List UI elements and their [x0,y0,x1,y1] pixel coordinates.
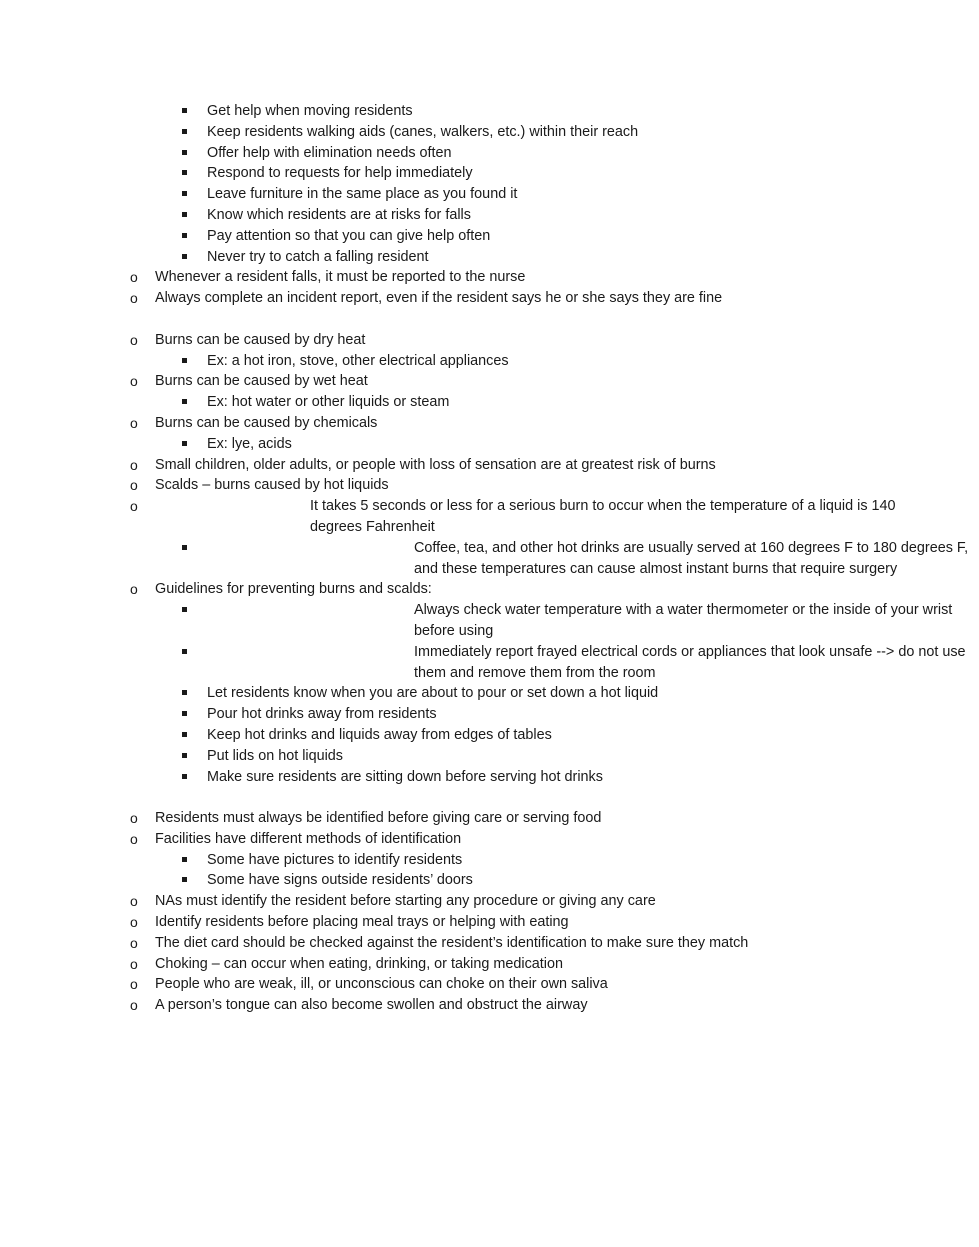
square-bullet-icon [182,857,187,862]
list-item-text: Ex: hot water or other liquids or steam [207,394,450,411]
list-item [0,267,880,288]
sub-list-item [0,143,880,164]
list-item-text: Always complete an incident report, even if the resident says he or she says they are fine [155,290,723,307]
list-item-text: Leave furniture in the same place as you found it [207,186,518,203]
list-item-text: Pour hot drinks away from residents [207,706,437,723]
list-item-text: Put lids on hot liquids [207,747,343,764]
square-bullet-icon [182,711,187,716]
sub-list-item [0,205,880,226]
list-item [0,933,880,954]
list-item-text: Burns can be caused by wet heat [155,373,368,390]
list-item-text: NAs must identify the resident before starting any procedure or giving any care [155,893,656,910]
square-bullet-icon [182,774,187,779]
square-bullet-icon [182,170,187,175]
square-bullet-icon [182,545,187,550]
square-bullet-icon [182,649,187,654]
square-bullet-icon [182,753,187,758]
sub-list-item [0,600,953,642]
list-item-text: Residents must always be identified before giving care or serving food [155,810,602,827]
list-item-text: Burns can be caused by chemicals [155,414,378,431]
list-item-text: Scalds – burns caused by hot liquids [155,477,389,494]
list-item-text: Get help when moving residents [207,103,413,119]
list-item-text: Always check water temperature with a water thermometer or the inside of your wrist before using [414,602,953,639]
circle-bullet-icon: o [130,914,138,931]
list-item [0,579,880,600]
list-item [0,829,880,850]
paragraph-gap [0,787,880,808]
list-item-text: Some have pictures to identify residents [207,851,463,868]
list-item-text: Know which residents are at risks for falls [207,206,471,223]
sub-list-item [0,392,880,413]
list-item-text: Ex: lye, acids [207,435,292,452]
list-item-text: Identify residents before placing meal trays or helping with eating [155,914,569,931]
sub-list-item [0,683,880,704]
list-item-text: People who are weak, ill, or unconscious can choke on their own saliva [155,976,608,993]
list-item-text: Never try to catch a falling resident [207,248,429,265]
sub-list-item [0,870,880,891]
square-bullet-icon [182,690,187,695]
list-item-text: It takes 5 seconds or less for a serious burn to occur when the temperature of a liquid is 140 degrees Fahrenheit [310,498,896,535]
circle-bullet-icon: o [130,456,138,473]
list-item [0,475,880,496]
circle-bullet-icon: o [130,581,138,598]
list-item-text: Whenever a resident falls, it must be reported to the nurse [155,269,526,286]
list-item-text: Respond to requests for help immediately [207,165,473,182]
list-item-text: Choking – can occur when eating, drinking, or taking medication [155,955,563,972]
sub-list-item [0,101,880,122]
square-bullet-icon [182,732,187,737]
circle-bullet-icon: o [130,477,138,494]
list-item [0,455,880,476]
square-bullet-icon [182,212,187,217]
list-item [0,974,880,995]
circle-bullet-icon: o [130,290,138,307]
list-item-text: Pay attention so that you can give help often [207,227,491,244]
square-bullet-icon [182,108,187,113]
document-page [0,101,969,1016]
list-item [0,496,896,538]
circle-bullet-icon: o [130,331,138,348]
circle-bullet-icon: o [130,498,138,515]
circle-bullet-icon: o [130,955,138,972]
list-item [0,288,880,309]
square-bullet-icon [182,607,187,612]
list-item-text: Facilities have different methods of identification [155,830,462,847]
sub-list-item [0,351,880,372]
list-item-text: Some have signs outside residents’ doors [207,872,473,889]
circle-bullet-icon: o [130,810,138,827]
list-item-text: Immediately report frayed electrical cords or appliances that look unsafe --> do not use them and remove them from the room [414,643,966,681]
list-item-text: Keep residents walking aids (canes, walkers, etc.) within their reach [207,123,639,140]
list-item [0,330,880,351]
list-item-text: Let residents know when you are about to pour or set down a hot liquid [207,685,659,702]
sub-list-item [0,704,880,725]
circle-bullet-icon: o [130,893,138,910]
sub-list-item [0,850,880,871]
list-item [0,995,880,1016]
sub-list-item [0,746,880,767]
circle-bullet-icon: o [130,269,138,286]
list-item [0,371,880,392]
square-bullet-icon [182,191,187,196]
square-bullet-icon [182,233,187,238]
sub-list-item [0,184,880,205]
list-item-text: Make sure residents are sitting down before serving hot drinks [207,768,603,785]
circle-bullet-icon: o [130,830,138,847]
circle-bullet-icon: o [130,997,138,1014]
circle-bullet-icon: o [130,414,138,431]
circle-bullet-icon: o [130,373,138,390]
square-bullet-icon [182,358,187,363]
sub-list-item [0,538,969,580]
list-item-text: Small children, older adults, or people with loss of sensation are at greatest risk of burns [155,456,716,473]
list-item-text: Ex: a hot iron, stove, other electrical appliances [207,352,509,369]
list-item [0,954,880,975]
list-item-text: Offer help with elimination needs often [207,144,452,161]
list-item [0,912,880,933]
list-item [0,808,880,829]
list-item [0,413,880,434]
square-bullet-icon [182,399,187,404]
sub-list-item [0,226,880,247]
paragraph-gap [0,309,880,330]
list-item-text: Coffee, tea, and other hot drinks are usually served at 160 degrees F to 180 degrees F, and these temperatures can cause almost instant burns that require surgery [414,539,969,577]
square-bullet-icon [182,877,187,882]
list-item-text: The diet card should be checked against the resident’s identification to make sure they match [155,934,749,951]
sub-list-item [0,642,966,684]
list-item-text: Keep hot drinks and liquids away from edges of tables [207,726,552,743]
sub-list-item [0,725,880,746]
sub-list-item [0,122,880,143]
list-item-text: Guidelines for preventing burns and scalds: [155,581,432,598]
square-bullet-icon [182,129,187,134]
sub-list-item [0,434,880,455]
list-item [0,891,880,912]
list-item-text: Burns can be caused by dry heat [155,331,366,348]
circle-bullet-icon: o [130,934,138,951]
list-item-text: A person’s tongue can also become swollen and obstruct the airway [155,997,588,1014]
square-bullet-icon [182,441,187,446]
sub-list-item [0,767,880,788]
square-bullet-icon [182,150,187,155]
circle-bullet-icon: o [130,976,138,993]
sub-list-item [0,163,880,184]
sub-list-item [0,247,880,268]
square-bullet-icon [182,254,187,259]
